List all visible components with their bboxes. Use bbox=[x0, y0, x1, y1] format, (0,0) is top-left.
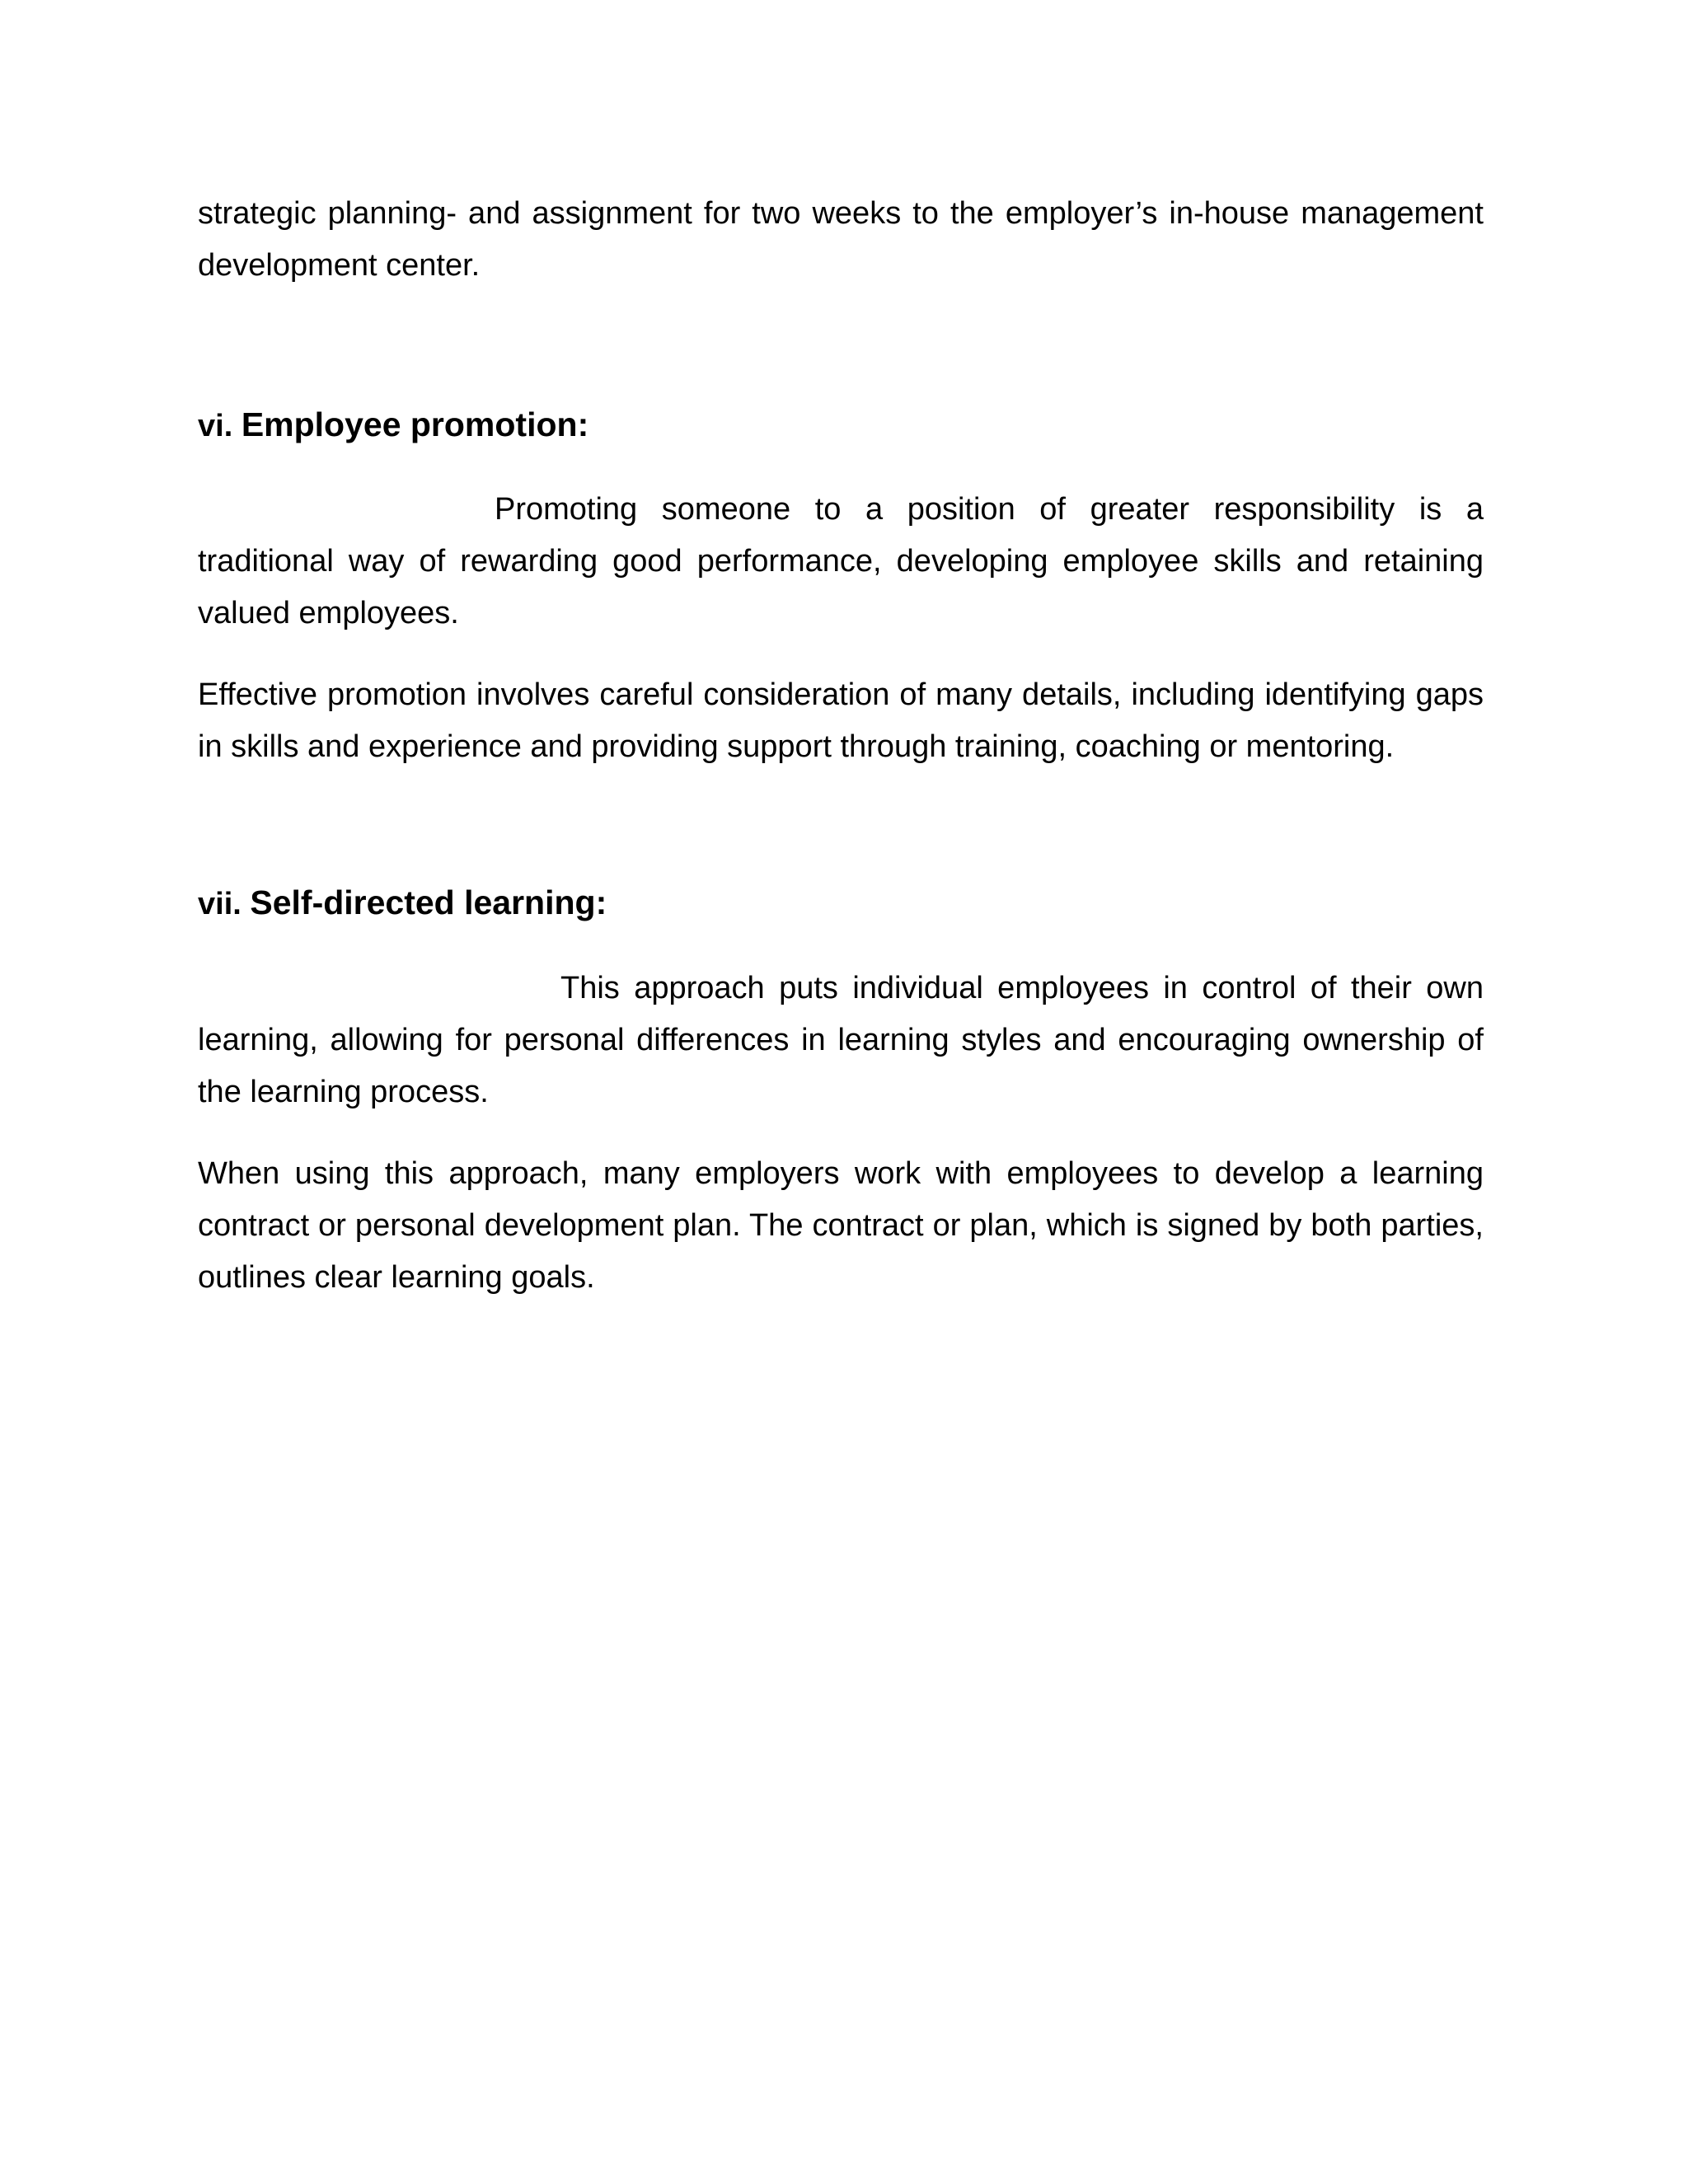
employee-promotion-paragraph-2: Effective promotion involves careful consideration of many details, including identifying gaps in skills and experience and providing support through training, coaching or mentoring. bbox=[198, 677, 1484, 764]
section-heading-employee-promotion bbox=[198, 404, 1484, 447]
section-title: Employee promotion: bbox=[241, 405, 589, 443]
section-heading-self-directed-learning bbox=[198, 882, 1484, 925]
section-title: Self-directed learning: bbox=[250, 883, 607, 921]
employee-promotion-paragraph-1: Promoting someone to a position of greater responsibility is a traditional way of rewarding good performance, developing employee skills and retaining valued employees. bbox=[198, 492, 1484, 630]
section-number: vi. bbox=[198, 409, 233, 443]
self-directed-learning-paragraph-2: When using this approach, many employers work with employees to develop a learning contract or personal development plan. The contract or plan, which is signed by both parties, outlines clear learning goals. bbox=[198, 1156, 1484, 1295]
self-directed-learning-paragraph-1: This approach puts individual employees in control of their own learning, allowing for personal differences in learning styles and encouraging ownership of the learning process. bbox=[198, 971, 1484, 1109]
continuation-paragraph: strategic planning- and assignment for two weeks to the employer’s in-house management development center. bbox=[198, 196, 1484, 283]
section-number: vii. bbox=[198, 887, 241, 921]
